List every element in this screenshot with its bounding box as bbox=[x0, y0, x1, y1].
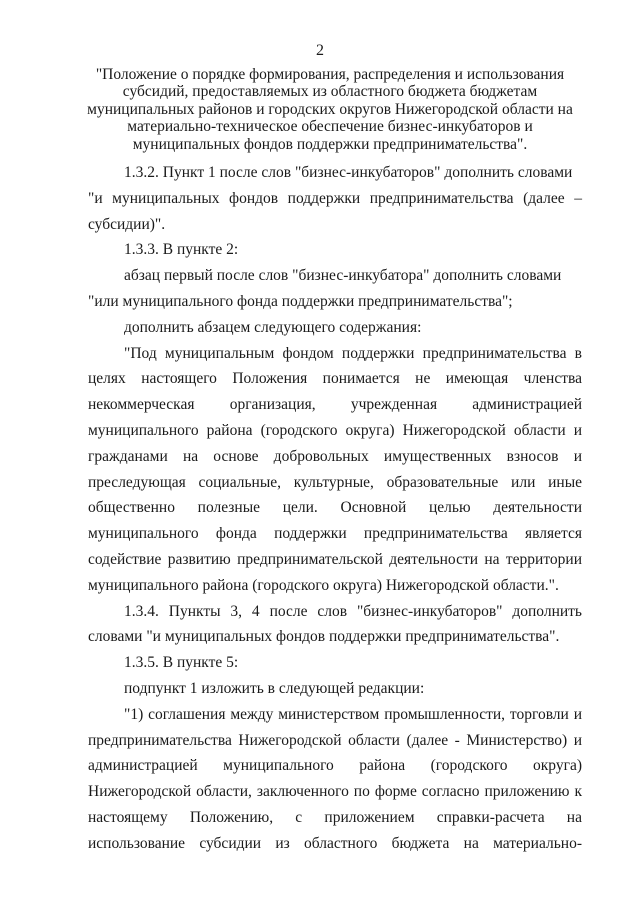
text-line: предпринимательства Нижегородской области (далее - Министерство) и bbox=[88, 731, 582, 749]
text-line: муниципального района (городского округа) Нижегородской области и bbox=[88, 421, 582, 439]
document-title bbox=[80, 66, 580, 153]
document-body bbox=[88, 160, 582, 857]
text-line: субсидии)". bbox=[88, 215, 166, 233]
text-line: 1.3.2. Пункт 1 после слов "бизнес-инкубаторов" дополнить словами bbox=[124, 164, 573, 181]
text-line: 1.3.5. В пункте 5: bbox=[124, 654, 239, 672]
text-line: целях настоящего Положения понимается не имеющая членства bbox=[88, 370, 582, 388]
title-line: муниципальных районов и городских округов Нижегородской области на bbox=[87, 100, 573, 118]
text-line: 1.3.3. В пункте 2: bbox=[124, 241, 239, 259]
text-line: преследующая социальные, культурные, образовательные или иные bbox=[88, 473, 582, 491]
text-line: Нижегородской области, заключенного по форме согласно приложению к bbox=[88, 783, 582, 801]
text-line: некоммерческая организация, учрежденная администрацией bbox=[88, 396, 582, 414]
text-line: "и муниципальных фондов поддержки предпринимательства (далее – bbox=[88, 189, 582, 207]
text-line: содействие развитию предпринимательской деятельности на территории bbox=[88, 550, 582, 568]
title-line: субсидий, предоставляемых из областного бюджета бюджетам bbox=[122, 83, 538, 101]
text-line: гражданами на основе добровольных имущественных взносов и bbox=[88, 447, 582, 465]
text-line: подпункт 1 изложить в следующей редакции: bbox=[124, 679, 425, 697]
text-line: "Под муниципальным фондом поддержки предпринимательства в bbox=[124, 344, 582, 362]
text-line: "или муниципального фонда поддержки предпринимательства"; bbox=[88, 292, 513, 310]
text-line: настоящему Положению, с приложением справки-расчета на bbox=[88, 808, 582, 826]
text-line: "1) соглашения между министерством промышленности, торговли и bbox=[124, 705, 582, 723]
text-line: общественно полезные цели. Основной целью деятельности bbox=[88, 499, 582, 517]
title-line: муниципальных фондов поддержки предпринимательства". bbox=[132, 135, 528, 153]
text-line: дополнить абзацем следующего содержания: bbox=[124, 318, 422, 336]
title-line: материально-техническое обеспечение бизнес-инкубаторов и bbox=[127, 118, 533, 136]
text-line: словами "и муниципальных фондов поддержки предпринимательства". bbox=[88, 628, 560, 646]
page-number: 2 bbox=[316, 42, 324, 59]
text-line: муниципального района (городского округа) Нижегородской области.". bbox=[88, 576, 559, 594]
title-line: "Положение о порядке формирования, распределения и использования bbox=[95, 66, 565, 83]
text-line: администрацией муниципального района (городского округа) bbox=[88, 757, 582, 775]
text-line: использование субсидии из областного бюджета на материально- bbox=[88, 834, 582, 852]
text-line: муниципального фонда поддержки предпринимательства является bbox=[88, 525, 582, 543]
text-line: абзац первый после слов "бизнес-инкубатора" дополнить словами bbox=[124, 267, 562, 285]
text-line: 1.3.4. Пункты 3, 4 после слов "бизнес-инкубаторов" дополнить bbox=[124, 602, 582, 620]
